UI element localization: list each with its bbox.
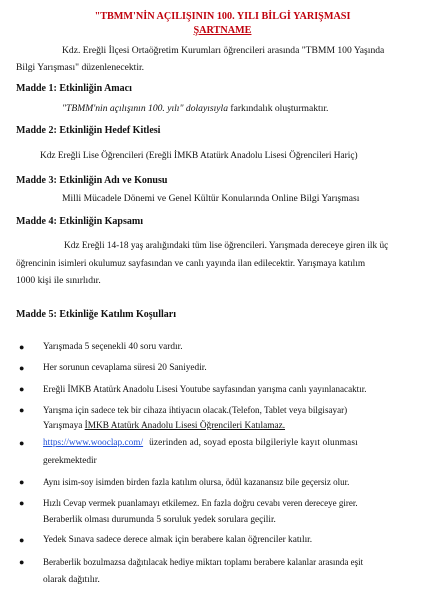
madde-1-text: [62, 103, 328, 115]
bullet-icon: ●: [19, 557, 25, 567]
wooclap-link[interactable]: https://www.wooclap.com/: [43, 438, 144, 448]
madde-4-line-1: Kdz Ereğli 14-18 yaş aralığındaki tüm lise öğrencileri. Yarışmada dereceye giren ilk üç: [64, 241, 389, 251]
bullet-icon: ●: [19, 384, 25, 394]
bullet-icon: ●: [19, 535, 25, 545]
condition-3: Ereğli İMKB Atatürk Anadolu Lisesi Youtube sayfasından yarışma canlı yayınlanacaktır.: [43, 384, 367, 394]
condition-9-line-2: olarak dağıtılır.: [43, 575, 100, 585]
madde-1-italic: "TBMM'nin açılışının 100. yılı" dolayısıyla: [62, 103, 228, 114]
bullet-icon: ●: [19, 405, 25, 415]
condition-8: Yedek Sınava sadece derece almak için berabere kalan öğrenciler katılır.: [43, 535, 313, 545]
condition-1: Yarışmada 5 seçenekli 40 soru vardır.: [43, 342, 183, 352]
condition-7-line-1: Hızlı Cevap vermek puanlamayı etkilemez. En fazla doğru cevabı veren dereceye girer.: [43, 498, 358, 508]
madde-5-heading: Madde 5: Etkinliğe Katılım Koşulları: [16, 309, 177, 320]
madde-4-heading: Madde 4: Etkinliğin Kapsamı: [16, 216, 143, 227]
condition-4-line-1: Yarışma için sadece tek bir cihaza ihtiyacın olacak.(Telefon, Tablet veya bilgisayar): [43, 405, 348, 415]
condition-5-line-2: gerekmektedir: [43, 456, 97, 466]
condition-5-text: üzerinden ad, soyad eposta bilgileriyle kayıt olunması: [149, 438, 358, 448]
condition-4-exclusion: İMKB Atatürk Anadolu Lisesi Öğrencileri Katılamaz.: [84, 421, 286, 431]
madde-4-line-2: öğrencinin isimleri okulumuz sayfasından ve canlı yayında ilan edilecektir. Yarışmaya katılım: [16, 259, 366, 269]
condition-4-prefix: Yarışmaya: [43, 421, 85, 431]
condition-7-line-2: Beraberlik olması durumunda 5 soruluk yedek sorulara geçilir.: [43, 515, 276, 525]
bullet-icon: ●: [19, 477, 25, 487]
bullet-icon: ●: [19, 438, 25, 448]
bullet-icon: ●: [19, 498, 25, 508]
intro-line-1: Kdz. Ereğli İlçesi Ortaöğretim Kurumları öğrencileri arasında "TBMM 100 Yaşında: [62, 45, 385, 56]
madde-3-heading: Madde 3: Etkinliğin Adı ve Konusu: [16, 175, 168, 186]
document-title: "TBMM'NİN AÇILIŞININ 100. YILI BİLGİ YARIŞMASI: [94, 11, 351, 22]
bullet-icon: ●: [19, 363, 25, 373]
madde-4-line-3: 1000 kişi ile sınırlıdır.: [16, 275, 101, 286]
madde-2-text: Kdz Ereğli Lise Öğrencileri (Ereğli İMKB Atatürk Anadolu Lisesi Öğrencileri Hariç): [40, 151, 358, 161]
document-subtitle: ŞARTNAME: [193, 25, 252, 36]
condition-2: Her sorunun cevaplama süresi 20 Saniyedir.: [43, 363, 207, 373]
bullet-icon: ●: [19, 342, 25, 352]
condition-5-line-1: [43, 437, 358, 449]
condition-9-line-1: Beraberlik bozulmazsa dağıtılacak hediye miktarı toplamı berabere kalanlar arasında eşit: [43, 557, 364, 567]
madde-3-text: Milli Mücadele Dönemi ve Genel Kültür Konularında Online Bilgi Yarışması: [62, 193, 360, 204]
condition-6: Aynı isim-soy isimden birden fazla katılım olursa, ödül kazanansız bile geçersiz olur.: [43, 477, 350, 487]
intro-line-2: Bilgi Yarışması" düzenlenecektir.: [16, 62, 145, 73]
madde-1-heading: Madde 1: Etkinliğin Amacı: [16, 83, 132, 94]
condition-4-line-2: [43, 420, 285, 432]
madde-2-heading: Madde 2: Etkinliğin Hedef Kitlesi: [16, 125, 161, 136]
madde-1-rest: farkındalık oluşturmaktır.: [228, 103, 329, 114]
